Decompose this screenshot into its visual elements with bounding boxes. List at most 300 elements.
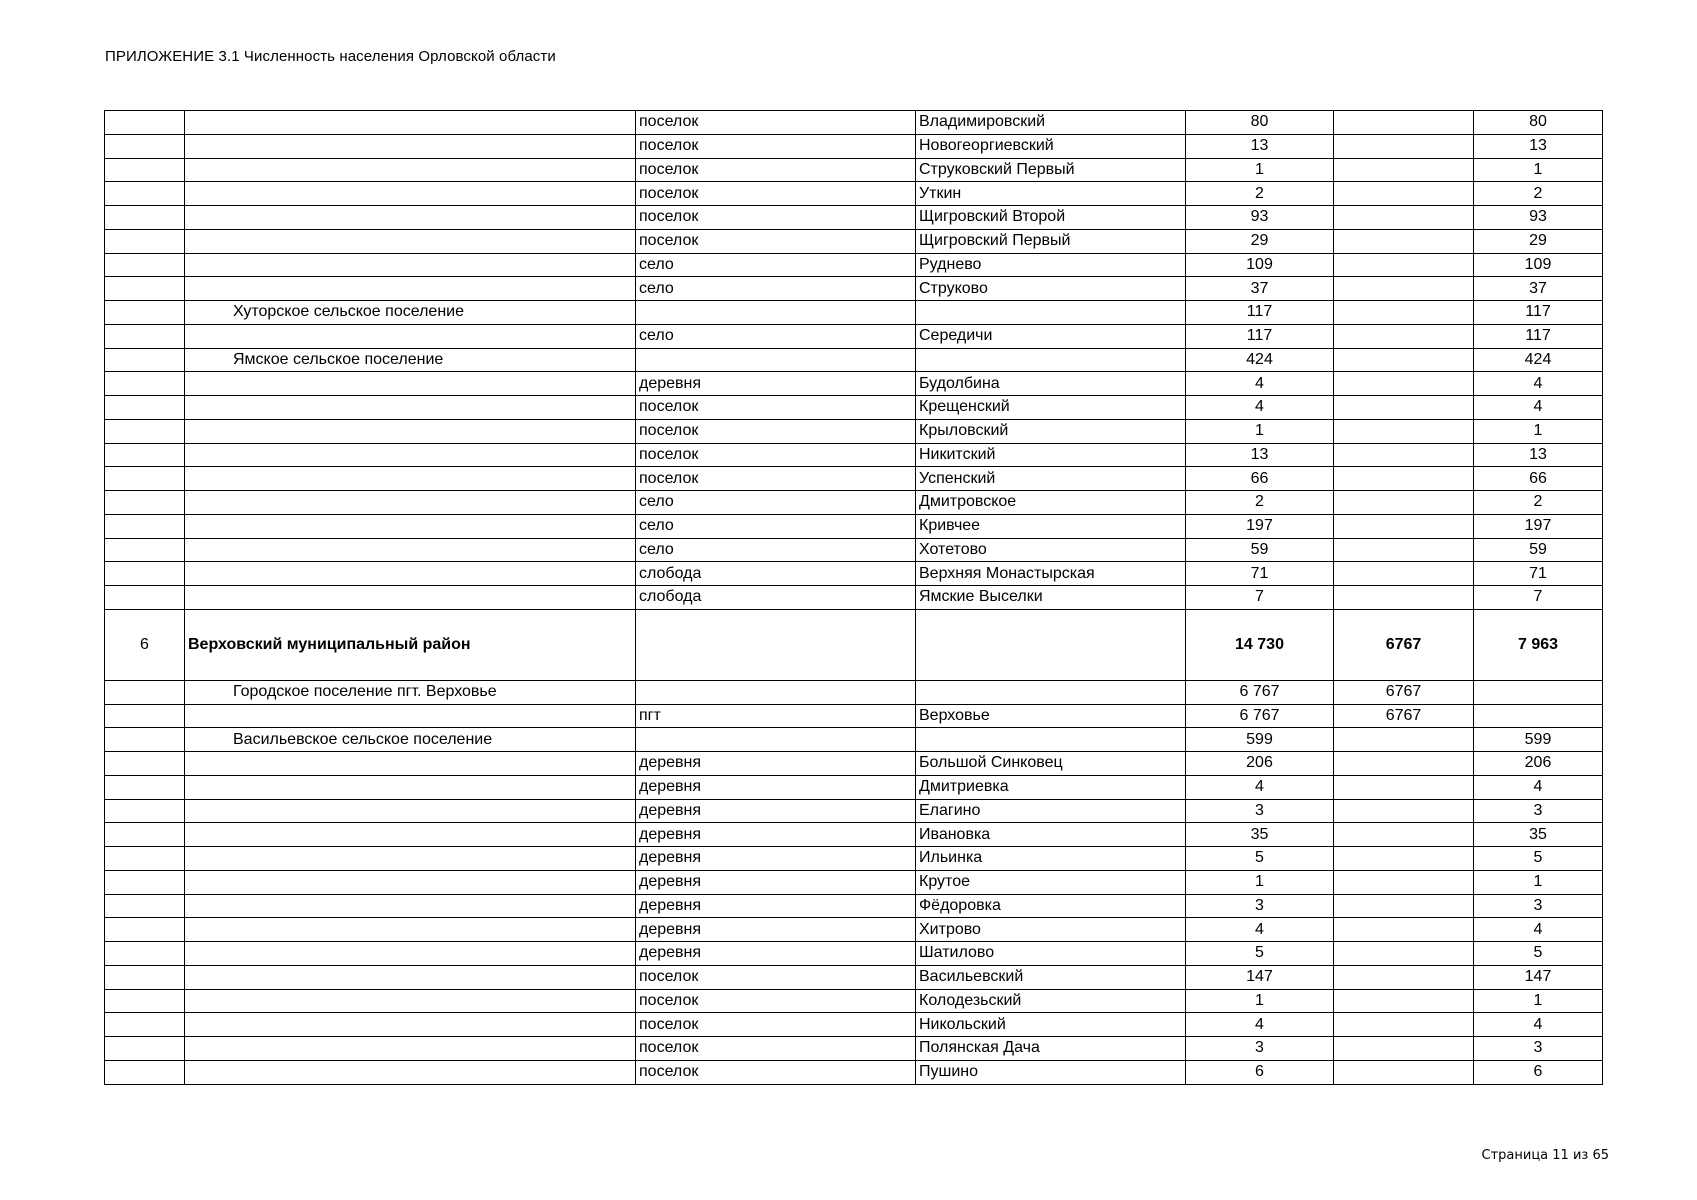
locality-row bbox=[105, 419, 1603, 443]
cell-number bbox=[105, 182, 185, 206]
cell-rural-population: 59 bbox=[1474, 538, 1603, 562]
cell-number bbox=[105, 514, 185, 538]
cell-locality-type: село bbox=[636, 538, 916, 562]
cell-locality-name: Щигровский Второй bbox=[916, 206, 1186, 230]
cell-number bbox=[105, 111, 185, 135]
cell-locality-type: поселок bbox=[636, 1037, 916, 1061]
cell-locality-name: Крыловский bbox=[916, 419, 1186, 443]
cell-number bbox=[105, 419, 185, 443]
locality-row bbox=[105, 942, 1603, 966]
cell-settlement bbox=[185, 1060, 636, 1084]
cell-locality-name: Никитский bbox=[916, 443, 1186, 467]
cell-number bbox=[105, 396, 185, 420]
cell-number bbox=[105, 942, 185, 966]
cell-locality-name: Уткин bbox=[916, 182, 1186, 206]
locality-row bbox=[105, 514, 1603, 538]
cell-locality-name: Крещенский bbox=[916, 396, 1186, 420]
cell-urban-population bbox=[1334, 491, 1474, 515]
cell-locality-name: Шатилово bbox=[916, 942, 1186, 966]
cell-locality-name: Новогеоргиевский bbox=[916, 134, 1186, 158]
cell-locality-name: Верховье bbox=[916, 704, 1186, 728]
cell-urban-population bbox=[1334, 443, 1474, 467]
cell-locality-name: Большой Синковец bbox=[916, 752, 1186, 776]
cell-rural-population: 599 bbox=[1474, 728, 1603, 752]
cell-urban-population bbox=[1334, 111, 1474, 135]
cell-locality-type: слобода bbox=[636, 562, 916, 586]
cell-rural-population: 13 bbox=[1474, 134, 1603, 158]
cell-urban-population bbox=[1334, 277, 1474, 301]
cell-rural-population: 35 bbox=[1474, 823, 1603, 847]
cell-locality-name: Струково bbox=[916, 277, 1186, 301]
cell-total-population: 2 bbox=[1186, 491, 1334, 515]
cell-locality-name: Верхняя Монастырская bbox=[916, 562, 1186, 586]
cell-locality-type: поселок bbox=[636, 396, 916, 420]
cell-total-population: 13 bbox=[1186, 134, 1334, 158]
locality-row bbox=[105, 586, 1603, 610]
cell-locality-name: Успенский bbox=[916, 467, 1186, 491]
cell-locality-name bbox=[916, 680, 1186, 704]
locality-row bbox=[105, 918, 1603, 942]
cell-locality-name bbox=[916, 301, 1186, 325]
table-body bbox=[105, 111, 1603, 1085]
cell-total-population: 4 bbox=[1186, 396, 1334, 420]
cell-rural-population: 13 bbox=[1474, 443, 1603, 467]
cell-locality-name bbox=[916, 348, 1186, 372]
cell-locality-name: Кривчее bbox=[916, 514, 1186, 538]
cell-total-population: 6 767 bbox=[1186, 680, 1334, 704]
cell-locality-name: Никольский bbox=[916, 1013, 1186, 1037]
cell-number bbox=[105, 870, 185, 894]
cell-rural-population: 66 bbox=[1474, 467, 1603, 491]
cell-total-population: 147 bbox=[1186, 965, 1334, 989]
cell-total-population: 2 bbox=[1186, 182, 1334, 206]
cell-number bbox=[105, 443, 185, 467]
cell-total-population: 1 bbox=[1186, 989, 1334, 1013]
cell-rural-population bbox=[1474, 704, 1603, 728]
cell-number bbox=[105, 1013, 185, 1037]
cell-number bbox=[105, 229, 185, 253]
cell-locality-name: Колодезьский bbox=[916, 989, 1186, 1013]
cell-locality-type: село bbox=[636, 324, 916, 348]
cell-total-population: 66 bbox=[1186, 467, 1334, 491]
cell-urban-population bbox=[1334, 1037, 1474, 1061]
cell-total-population: 14 730 bbox=[1186, 609, 1334, 680]
cell-rural-population: 4 bbox=[1474, 775, 1603, 799]
locality-row bbox=[105, 134, 1603, 158]
cell-number bbox=[105, 728, 185, 752]
settlement-row bbox=[105, 728, 1603, 752]
locality-row bbox=[105, 372, 1603, 396]
cell-locality-type bbox=[636, 348, 916, 372]
cell-settlement bbox=[185, 372, 636, 396]
cell-locality-type: поселок bbox=[636, 419, 916, 443]
cell-number bbox=[105, 324, 185, 348]
cell-total-population: 4 bbox=[1186, 918, 1334, 942]
locality-row bbox=[105, 182, 1603, 206]
locality-row bbox=[105, 847, 1603, 871]
cell-rural-population: 5 bbox=[1474, 847, 1603, 871]
cell-settlement: Хуторское сельское поселение bbox=[185, 301, 636, 325]
cell-total-population: 6 bbox=[1186, 1060, 1334, 1084]
cell-locality-type: деревня bbox=[636, 894, 916, 918]
cell-locality-type: поселок bbox=[636, 182, 916, 206]
locality-row bbox=[105, 277, 1603, 301]
cell-settlement bbox=[185, 158, 636, 182]
cell-locality-name: Руднево bbox=[916, 253, 1186, 277]
cell-total-population: 35 bbox=[1186, 823, 1334, 847]
locality-row bbox=[105, 253, 1603, 277]
cell-settlement bbox=[185, 396, 636, 420]
cell-number bbox=[105, 491, 185, 515]
cell-urban-population bbox=[1334, 301, 1474, 325]
cell-settlement bbox=[185, 965, 636, 989]
cell-urban-population bbox=[1334, 799, 1474, 823]
cell-number bbox=[105, 253, 185, 277]
cell-number bbox=[105, 965, 185, 989]
cell-rural-population: 109 bbox=[1474, 253, 1603, 277]
cell-urban-population bbox=[1334, 467, 1474, 491]
locality-row bbox=[105, 111, 1603, 135]
cell-urban-population bbox=[1334, 562, 1474, 586]
cell-urban-population bbox=[1334, 419, 1474, 443]
cell-total-population: 29 bbox=[1186, 229, 1334, 253]
locality-row bbox=[105, 1037, 1603, 1061]
population-table bbox=[104, 110, 1603, 1085]
locality-row bbox=[105, 775, 1603, 799]
cell-rural-population: 3 bbox=[1474, 894, 1603, 918]
cell-rural-population: 206 bbox=[1474, 752, 1603, 776]
locality-row bbox=[105, 989, 1603, 1013]
cell-number bbox=[105, 1037, 185, 1061]
locality-row bbox=[105, 562, 1603, 586]
cell-urban-population bbox=[1334, 206, 1474, 230]
cell-settlement: Васильевское сельское поселение bbox=[185, 728, 636, 752]
cell-settlement bbox=[185, 870, 636, 894]
cell-total-population: 4 bbox=[1186, 372, 1334, 396]
cell-settlement: Верховский муниципальный район bbox=[185, 609, 636, 680]
locality-row bbox=[105, 324, 1603, 348]
cell-rural-population: 4 bbox=[1474, 918, 1603, 942]
cell-settlement bbox=[185, 182, 636, 206]
cell-rural-population: 1 bbox=[1474, 158, 1603, 182]
document-title: ПРИЛОЖЕНИЕ 3.1 Численность населения Орловской области bbox=[105, 48, 556, 65]
cell-total-population: 4 bbox=[1186, 775, 1334, 799]
cell-urban-population bbox=[1334, 775, 1474, 799]
cell-number bbox=[105, 799, 185, 823]
cell-locality-type: село bbox=[636, 514, 916, 538]
cell-locality-name: Фёдоровка bbox=[916, 894, 1186, 918]
cell-rural-population: 147 bbox=[1474, 965, 1603, 989]
cell-number bbox=[105, 158, 185, 182]
cell-total-population: 3 bbox=[1186, 799, 1334, 823]
cell-total-population: 109 bbox=[1186, 253, 1334, 277]
cell-rural-population: 4 bbox=[1474, 1013, 1603, 1037]
locality-row bbox=[105, 823, 1603, 847]
cell-urban-population bbox=[1334, 538, 1474, 562]
locality-row bbox=[105, 538, 1603, 562]
locality-row bbox=[105, 704, 1603, 728]
cell-settlement bbox=[185, 1013, 636, 1037]
cell-settlement: Ямское сельское поселение bbox=[185, 348, 636, 372]
locality-row bbox=[105, 443, 1603, 467]
cell-urban-population bbox=[1334, 586, 1474, 610]
cell-urban-population bbox=[1334, 253, 1474, 277]
cell-number bbox=[105, 586, 185, 610]
cell-total-population: 424 bbox=[1186, 348, 1334, 372]
cell-locality-type: поселок bbox=[636, 443, 916, 467]
cell-locality-type: поселок bbox=[636, 158, 916, 182]
cell-rural-population: 1 bbox=[1474, 870, 1603, 894]
cell-locality-name: Крутое bbox=[916, 870, 1186, 894]
cell-settlement bbox=[185, 775, 636, 799]
cell-urban-population bbox=[1334, 942, 1474, 966]
cell-urban-population bbox=[1334, 1013, 1474, 1037]
cell-urban-population bbox=[1334, 229, 1474, 253]
cell-locality-type: село bbox=[636, 277, 916, 301]
cell-locality-type: пгт bbox=[636, 704, 916, 728]
cell-urban-population bbox=[1334, 158, 1474, 182]
cell-locality-name: Середичи bbox=[916, 324, 1186, 348]
cell-urban-population bbox=[1334, 965, 1474, 989]
cell-locality-name: Дмитриевка bbox=[916, 775, 1186, 799]
cell-number bbox=[105, 918, 185, 942]
cell-urban-population bbox=[1334, 918, 1474, 942]
locality-row bbox=[105, 752, 1603, 776]
cell-settlement bbox=[185, 277, 636, 301]
cell-settlement bbox=[185, 443, 636, 467]
cell-total-population: 1 bbox=[1186, 158, 1334, 182]
cell-number bbox=[105, 704, 185, 728]
cell-number: 6 bbox=[105, 609, 185, 680]
cell-settlement bbox=[185, 253, 636, 277]
cell-locality-type: деревня bbox=[636, 942, 916, 966]
cell-locality-type bbox=[636, 728, 916, 752]
cell-locality-name bbox=[916, 609, 1186, 680]
cell-locality-type: поселок bbox=[636, 989, 916, 1013]
cell-number bbox=[105, 301, 185, 325]
cell-total-population: 5 bbox=[1186, 847, 1334, 871]
cell-number bbox=[105, 348, 185, 372]
cell-settlement bbox=[185, 586, 636, 610]
cell-total-population: 599 bbox=[1186, 728, 1334, 752]
cell-locality-type bbox=[636, 609, 916, 680]
cell-locality-name: Щигровский Первый bbox=[916, 229, 1186, 253]
cell-locality-name: Полянская Дача bbox=[916, 1037, 1186, 1061]
cell-number bbox=[105, 277, 185, 301]
district-row bbox=[105, 609, 1603, 680]
cell-rural-population: 1 bbox=[1474, 419, 1603, 443]
cell-rural-population bbox=[1474, 680, 1603, 704]
cell-locality-type: поселок bbox=[636, 206, 916, 230]
cell-settlement bbox=[185, 704, 636, 728]
cell-settlement bbox=[185, 206, 636, 230]
cell-settlement bbox=[185, 1037, 636, 1061]
cell-rural-population: 29 bbox=[1474, 229, 1603, 253]
cell-locality-type: поселок bbox=[636, 965, 916, 989]
cell-rural-population: 3 bbox=[1474, 1037, 1603, 1061]
cell-number bbox=[105, 775, 185, 799]
cell-locality-name: Хотетово bbox=[916, 538, 1186, 562]
cell-urban-population: 6767 bbox=[1334, 680, 1474, 704]
cell-rural-population: 3 bbox=[1474, 799, 1603, 823]
cell-settlement bbox=[185, 111, 636, 135]
cell-settlement bbox=[185, 752, 636, 776]
cell-total-population: 71 bbox=[1186, 562, 1334, 586]
cell-total-population: 93 bbox=[1186, 206, 1334, 230]
cell-rural-population: 2 bbox=[1474, 491, 1603, 515]
cell-total-population: 80 bbox=[1186, 111, 1334, 135]
cell-total-population: 4 bbox=[1186, 1013, 1334, 1037]
cell-number bbox=[105, 372, 185, 396]
cell-total-population: 1 bbox=[1186, 419, 1334, 443]
cell-locality-type: деревня bbox=[636, 752, 916, 776]
cell-locality-type: деревня bbox=[636, 870, 916, 894]
cell-urban-population bbox=[1334, 134, 1474, 158]
cell-locality-name: Струковский Первый bbox=[916, 158, 1186, 182]
cell-number bbox=[105, 823, 185, 847]
cell-rural-population: 117 bbox=[1474, 324, 1603, 348]
cell-total-population: 5 bbox=[1186, 942, 1334, 966]
cell-rural-population: 37 bbox=[1474, 277, 1603, 301]
cell-locality-type: поселок bbox=[636, 1060, 916, 1084]
cell-locality-name bbox=[916, 728, 1186, 752]
cell-urban-population bbox=[1334, 1060, 1474, 1084]
cell-number bbox=[105, 206, 185, 230]
cell-locality-type: поселок bbox=[636, 134, 916, 158]
cell-urban-population bbox=[1334, 894, 1474, 918]
cell-total-population: 59 bbox=[1186, 538, 1334, 562]
cell-settlement bbox=[185, 562, 636, 586]
locality-row bbox=[105, 229, 1603, 253]
cell-settlement bbox=[185, 491, 636, 515]
cell-locality-name: Будолбина bbox=[916, 372, 1186, 396]
locality-row bbox=[105, 1013, 1603, 1037]
cell-rural-population: 93 bbox=[1474, 206, 1603, 230]
locality-row bbox=[105, 965, 1603, 989]
cell-number bbox=[105, 752, 185, 776]
cell-rural-population: 71 bbox=[1474, 562, 1603, 586]
cell-rural-population: 197 bbox=[1474, 514, 1603, 538]
cell-rural-population: 424 bbox=[1474, 348, 1603, 372]
cell-settlement bbox=[185, 538, 636, 562]
cell-total-population: 197 bbox=[1186, 514, 1334, 538]
locality-row bbox=[105, 1060, 1603, 1084]
locality-row bbox=[105, 206, 1603, 230]
cell-total-population: 117 bbox=[1186, 301, 1334, 325]
cell-locality-name: Хитрово bbox=[916, 918, 1186, 942]
cell-locality-type: поселок bbox=[636, 111, 916, 135]
cell-urban-population bbox=[1334, 870, 1474, 894]
cell-total-population: 6 767 bbox=[1186, 704, 1334, 728]
cell-total-population: 117 bbox=[1186, 324, 1334, 348]
cell-urban-population bbox=[1334, 728, 1474, 752]
cell-locality-type: деревня bbox=[636, 799, 916, 823]
cell-rural-population: 117 bbox=[1474, 301, 1603, 325]
cell-urban-population: 6767 bbox=[1334, 609, 1474, 680]
cell-locality-type: деревня bbox=[636, 372, 916, 396]
cell-locality-name: Пушино bbox=[916, 1060, 1186, 1084]
cell-rural-population: 7 bbox=[1474, 586, 1603, 610]
cell-settlement bbox=[185, 467, 636, 491]
cell-locality-type: деревня bbox=[636, 847, 916, 871]
cell-locality-type: поселок bbox=[636, 229, 916, 253]
cell-settlement bbox=[185, 942, 636, 966]
cell-rural-population: 4 bbox=[1474, 372, 1603, 396]
cell-urban-population bbox=[1334, 514, 1474, 538]
locality-row bbox=[105, 870, 1603, 894]
cell-settlement bbox=[185, 894, 636, 918]
cell-rural-population: 2 bbox=[1474, 182, 1603, 206]
cell-locality-name: Васильевский bbox=[916, 965, 1186, 989]
cell-urban-population: 6767 bbox=[1334, 704, 1474, 728]
cell-locality-name: Дмитровское bbox=[916, 491, 1186, 515]
cell-settlement bbox=[185, 514, 636, 538]
cell-settlement bbox=[185, 823, 636, 847]
cell-number bbox=[105, 989, 185, 1013]
cell-number bbox=[105, 1060, 185, 1084]
cell-urban-population bbox=[1334, 989, 1474, 1013]
cell-urban-population bbox=[1334, 847, 1474, 871]
cell-urban-population bbox=[1334, 324, 1474, 348]
cell-number bbox=[105, 894, 185, 918]
cell-number bbox=[105, 538, 185, 562]
cell-urban-population bbox=[1334, 348, 1474, 372]
page-number: Страница 11 из 65 bbox=[1481, 1148, 1609, 1163]
locality-row bbox=[105, 158, 1603, 182]
cell-total-population: 206 bbox=[1186, 752, 1334, 776]
cell-rural-population: 80 bbox=[1474, 111, 1603, 135]
cell-number bbox=[105, 562, 185, 586]
cell-locality-type: село bbox=[636, 253, 916, 277]
locality-row bbox=[105, 894, 1603, 918]
cell-locality-type: деревня bbox=[636, 775, 916, 799]
cell-total-population: 7 bbox=[1186, 586, 1334, 610]
cell-locality-type: поселок bbox=[636, 1013, 916, 1037]
cell-urban-population bbox=[1334, 182, 1474, 206]
cell-rural-population: 5 bbox=[1474, 942, 1603, 966]
cell-urban-population bbox=[1334, 752, 1474, 776]
locality-row bbox=[105, 467, 1603, 491]
cell-total-population: 13 bbox=[1186, 443, 1334, 467]
cell-locality-type: поселок bbox=[636, 467, 916, 491]
cell-locality-name: Ямские Выселки bbox=[916, 586, 1186, 610]
cell-settlement bbox=[185, 229, 636, 253]
cell-total-population: 37 bbox=[1186, 277, 1334, 301]
cell-locality-name: Ивановка bbox=[916, 823, 1186, 847]
settlement-row bbox=[105, 348, 1603, 372]
cell-settlement bbox=[185, 847, 636, 871]
locality-row bbox=[105, 799, 1603, 823]
settlement-row bbox=[105, 680, 1603, 704]
cell-number bbox=[105, 847, 185, 871]
cell-locality-type bbox=[636, 301, 916, 325]
cell-locality-name: Ильинка bbox=[916, 847, 1186, 871]
cell-number bbox=[105, 680, 185, 704]
cell-locality-type: деревня bbox=[636, 823, 916, 847]
cell-locality-type: село bbox=[636, 491, 916, 515]
cell-settlement bbox=[185, 324, 636, 348]
cell-urban-population bbox=[1334, 372, 1474, 396]
cell-locality-name: Владимировский bbox=[916, 111, 1186, 135]
cell-rural-population: 4 bbox=[1474, 396, 1603, 420]
cell-total-population: 3 bbox=[1186, 894, 1334, 918]
cell-rural-population: 7 963 bbox=[1474, 609, 1603, 680]
cell-locality-type: деревня bbox=[636, 918, 916, 942]
cell-settlement bbox=[185, 989, 636, 1013]
cell-settlement: Городское поселение пгт. Верховье bbox=[185, 680, 636, 704]
locality-row bbox=[105, 396, 1603, 420]
settlement-row bbox=[105, 301, 1603, 325]
